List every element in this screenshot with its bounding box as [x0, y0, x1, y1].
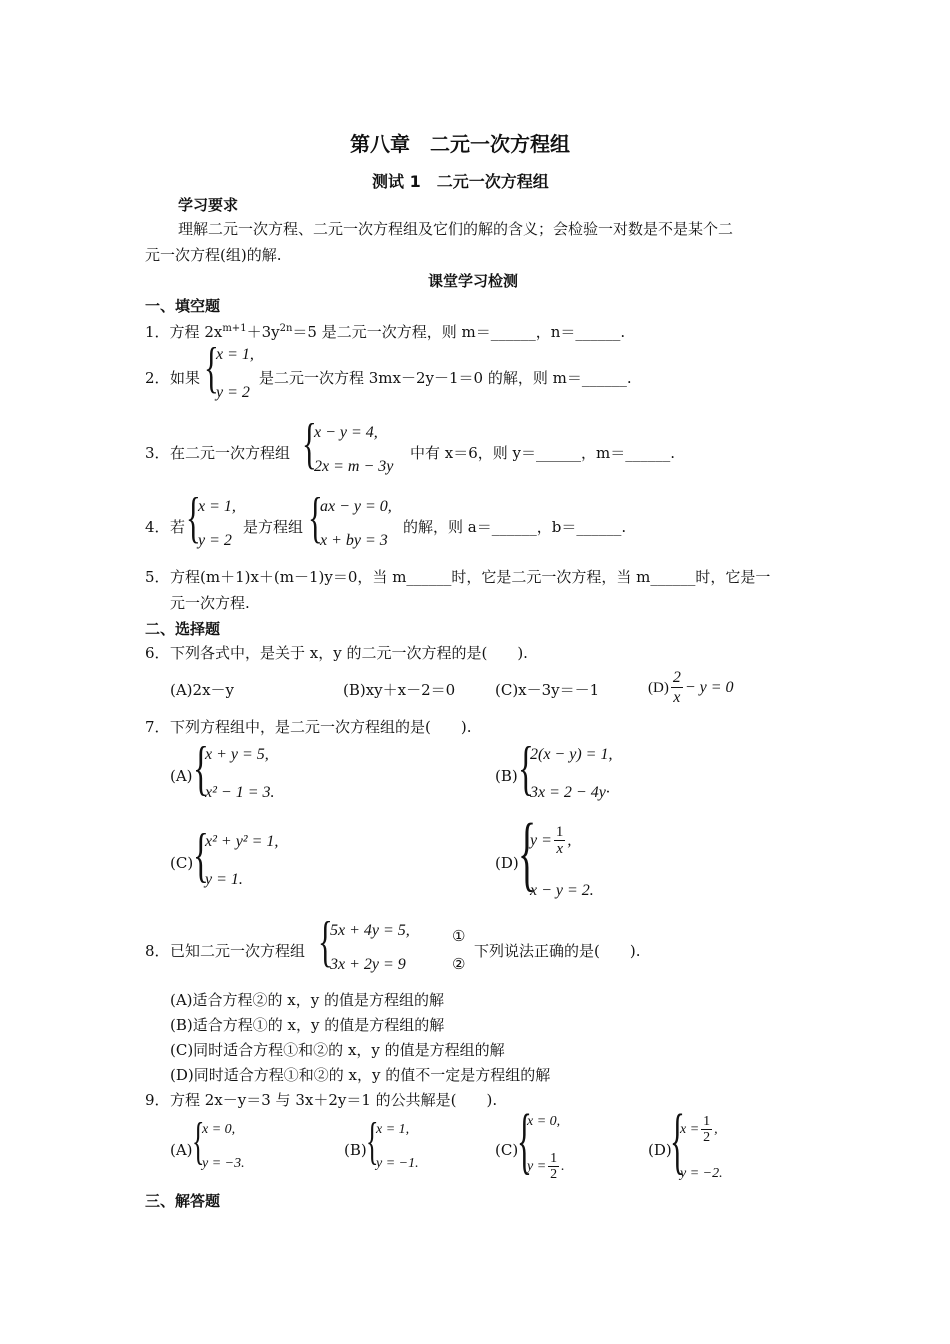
q7-d-rows — [530, 824, 594, 900]
brace-icon: { — [366, 1113, 379, 1170]
classroom-heading: 课堂学习检测 — [428, 272, 519, 290]
q9-b-system — [366, 1113, 419, 1172]
brace-icon: { — [204, 337, 219, 399]
q5-line-1: 方程(m＋1)x＋(m－1)y＝0，当 m______时，它是二元一次方程，当 m______时，它是一 — [170, 568, 771, 586]
q9-a-system — [192, 1113, 245, 1172]
q2-rows — [216, 346, 254, 402]
q4-s2-row-1: ax − y = 0, — [320, 498, 392, 515]
section-answer: 三、解答题 — [145, 1192, 221, 1210]
q7-c-row-2: y = 1. — [205, 871, 243, 888]
q8-post: 下列说法正确的是( ). — [474, 942, 641, 960]
q8-number: 8． — [145, 942, 170, 960]
q1-sup-2: 2n — [279, 323, 293, 334]
brace-icon: { — [518, 735, 534, 801]
q7-b-system — [518, 735, 613, 802]
brace-icon: { — [670, 1100, 685, 1182]
q3-pre: 在二元一次方程组 — [170, 444, 291, 462]
q7-d-fraction — [554, 824, 566, 857]
q4-s1-row-1: x = 1, — [198, 498, 236, 515]
q3-number: 3． — [145, 444, 170, 462]
q9-c-fraction — [548, 1151, 559, 1182]
q5-line-2: 元一次方程. — [170, 594, 250, 612]
q6-stem: 下列各式中，是关于 x，y 的二元一次方程的是( ). — [170, 644, 528, 662]
q4-number: 4． — [145, 518, 170, 536]
q4-mid: 是方程组 — [243, 518, 304, 536]
q9-d-row-2: y = −2. — [680, 1166, 723, 1181]
q7-d-system — [518, 807, 594, 900]
q9-b-row-1: x = 1, — [376, 1122, 410, 1137]
q7-d-num: 1 — [555, 824, 564, 840]
requirements-line-1: 理解二元一次方程、二元一次方程组及它们的解的含义；会检验一对数是不是某个二 — [178, 220, 734, 238]
brace-icon: { — [518, 807, 537, 900]
q3-system — [302, 413, 394, 476]
q9-c-row-1: x = 0, — [527, 1114, 561, 1129]
q1-part-b: ＋3y — [246, 323, 280, 341]
q8-option-d: (D)同时适合方程①和②的 x，y 的值不一定是方程组的解 — [170, 1066, 551, 1084]
requirements-line-2: 元一次方程(组)的解. — [145, 246, 282, 264]
q9-a-row-2: y = −3. — [202, 1156, 245, 1171]
q4-rows-2 — [320, 498, 392, 550]
q8-option-b: (B)适合方程①的 x，y 的值是方程组的解 — [170, 1016, 445, 1034]
q9-d-num: 1 — [703, 1114, 711, 1129]
brace-icon: { — [192, 1113, 205, 1170]
q9-b-rows — [376, 1122, 419, 1172]
q4-system-1 — [186, 487, 236, 550]
q9-c-row-2 — [527, 1151, 565, 1182]
q3-rows — [314, 424, 393, 476]
q1-number: 1． — [145, 323, 170, 341]
q9-a-row-1: x = 0, — [202, 1122, 236, 1137]
q4-system-2 — [308, 487, 392, 550]
q4-pre: 若 — [170, 518, 186, 536]
q9-d-row-1-pre: x = — [680, 1121, 700, 1137]
q6-option-d — [648, 668, 734, 707]
q9-d-den: 2 — [703, 1130, 711, 1145]
q6-d-label: (D) — [648, 679, 669, 696]
test-title: 测试 1 二元一次方程组 — [372, 172, 549, 191]
brace-icon: { — [318, 911, 333, 973]
q7-c-system — [193, 822, 279, 889]
q9-d-row-1-post: , — [714, 1121, 718, 1137]
q9-b-row-2: y = −1. — [376, 1156, 419, 1171]
q7-a-system — [193, 735, 275, 802]
q7-stem: 下列方程组中，是二元一次方程组的是( ). — [170, 718, 472, 736]
q7-b-row-1: 2(x − y) = 1, — [530, 746, 613, 763]
brace-icon: { — [193, 822, 209, 888]
q6-d-fraction — [671, 668, 683, 707]
q2-system — [204, 337, 254, 402]
q9-number: 9． — [145, 1091, 170, 1109]
brace-icon: { — [517, 1100, 532, 1182]
q7-d-den: x — [556, 841, 563, 857]
q6-option-b: (B)xy＋x－2＝0 — [343, 681, 456, 699]
q1-sup-1: m+1 — [222, 323, 247, 334]
q1-part-a: 方程 2x — [169, 323, 223, 341]
q2-pre: 如果 — [170, 369, 201, 387]
q1-part-c: ＝5 是二元一次方程，则 m＝______，n＝______. — [292, 323, 626, 341]
q7-number: 7． — [145, 718, 170, 736]
q4-s2-row-2: x + by = 3 — [320, 532, 388, 549]
q9-c-row-2-post: . — [561, 1158, 565, 1174]
q7-d-row-1 — [530, 824, 594, 857]
q8-option-a: (A)适合方程②的 x，y 的值是方程组的解 — [170, 991, 445, 1009]
q7-c-row-1: x² + y² = 1, — [205, 833, 279, 850]
chapter-title: 第八章 二元一次方程组 — [350, 132, 570, 156]
q9-d-label: (D) — [648, 1141, 672, 1159]
q9-stem: 方程 2x－y＝3 与 3x＋2y＝1 的公共解是( ). — [170, 1091, 498, 1109]
q9-c-label: (C) — [495, 1141, 519, 1159]
q6-option-a: (A)2x－y — [170, 681, 235, 699]
q8-rows — [330, 922, 410, 974]
section-fill-blank: 一、填空题 — [145, 297, 221, 315]
q4-s1-row-2: y = 2 — [198, 532, 232, 549]
q9-c-rows — [527, 1114, 565, 1182]
q7-c-rows — [205, 833, 278, 889]
q7-d-row-1-pre: y = — [530, 831, 552, 849]
q3-row-1: x − y = 4, — [314, 424, 378, 441]
q2-number: 2． — [145, 369, 170, 387]
q8-system — [318, 911, 410, 974]
q9-a-rows — [202, 1122, 245, 1172]
q7-d-row-1-post: , — [567, 831, 572, 849]
q8-mark-1: ① — [452, 927, 466, 945]
q6-d-den: x — [673, 689, 681, 706]
q9-b-label: (B) — [344, 1141, 367, 1159]
q7-d-row-2: x − y = 2. — [530, 882, 594, 899]
q9-c-row-2-pre: y = — [527, 1158, 547, 1174]
q2-post: 是二元一次方程 3mx－2y－1＝0 的解，则 m＝______. — [259, 369, 632, 387]
q6-d-num: 2 — [672, 669, 681, 686]
q7-a-row-1: x + y = 5, — [205, 746, 269, 763]
q6-option-c: (C)x－3y＝－1 — [495, 681, 600, 699]
q8-row-2: 3x + 2y = 9 — [330, 956, 406, 973]
q7-c-label: (C) — [170, 854, 194, 872]
brace-icon: { — [186, 487, 201, 549]
q9-c-system — [517, 1100, 565, 1182]
q9-c-den: 2 — [550, 1167, 558, 1182]
q2-row-2: y = 2 — [216, 384, 250, 401]
q3-post: 中有 x＝6，则 y＝______，m＝______. — [410, 444, 676, 462]
q5-number: 5． — [145, 568, 170, 586]
q9-d-fraction — [701, 1114, 712, 1145]
q2-row-1: x = 1, — [216, 346, 254, 363]
q9-d-rows — [680, 1114, 723, 1182]
q8-pre: 已知二元一次方程组 — [170, 942, 306, 960]
q4-post: 的解，则 a＝______，b＝______. — [403, 518, 627, 536]
q8-mark-2: ② — [452, 955, 466, 973]
q9-d-row-1 — [680, 1114, 723, 1145]
q7-a-label: (A) — [170, 767, 193, 785]
brace-icon: { — [308, 487, 323, 549]
q3-row-2: 2x = m − 3y — [314, 458, 394, 475]
q4-rows-1 — [198, 498, 236, 550]
q6-d-post: − y = 0 — [684, 678, 734, 696]
q7-a-rows — [205, 746, 275, 802]
q7-b-rows — [530, 746, 612, 802]
q9-d-system — [670, 1100, 723, 1182]
q9-a-label: (A) — [170, 1141, 193, 1159]
q7-b-label: (B) — [495, 767, 518, 785]
q7-b-row-2: 3x = 2 − 4y· — [530, 784, 610, 801]
q6-number: 6． — [145, 644, 170, 662]
q8-row-1: 5x + 4y = 5, — [330, 922, 410, 939]
q8-option-c: (C)同时适合方程①和②的 x，y 的值是方程组的解 — [170, 1041, 505, 1059]
q7-a-row-2: x² − 1 = 3. — [205, 784, 275, 801]
section-choice: 二、选择题 — [145, 620, 221, 638]
requirements-heading: 学习要求 — [178, 196, 239, 214]
brace-icon: { — [193, 735, 209, 801]
brace-icon: { — [302, 413, 317, 475]
q7-d-label: (D) — [495, 854, 519, 872]
q9-c-num: 1 — [550, 1151, 558, 1166]
